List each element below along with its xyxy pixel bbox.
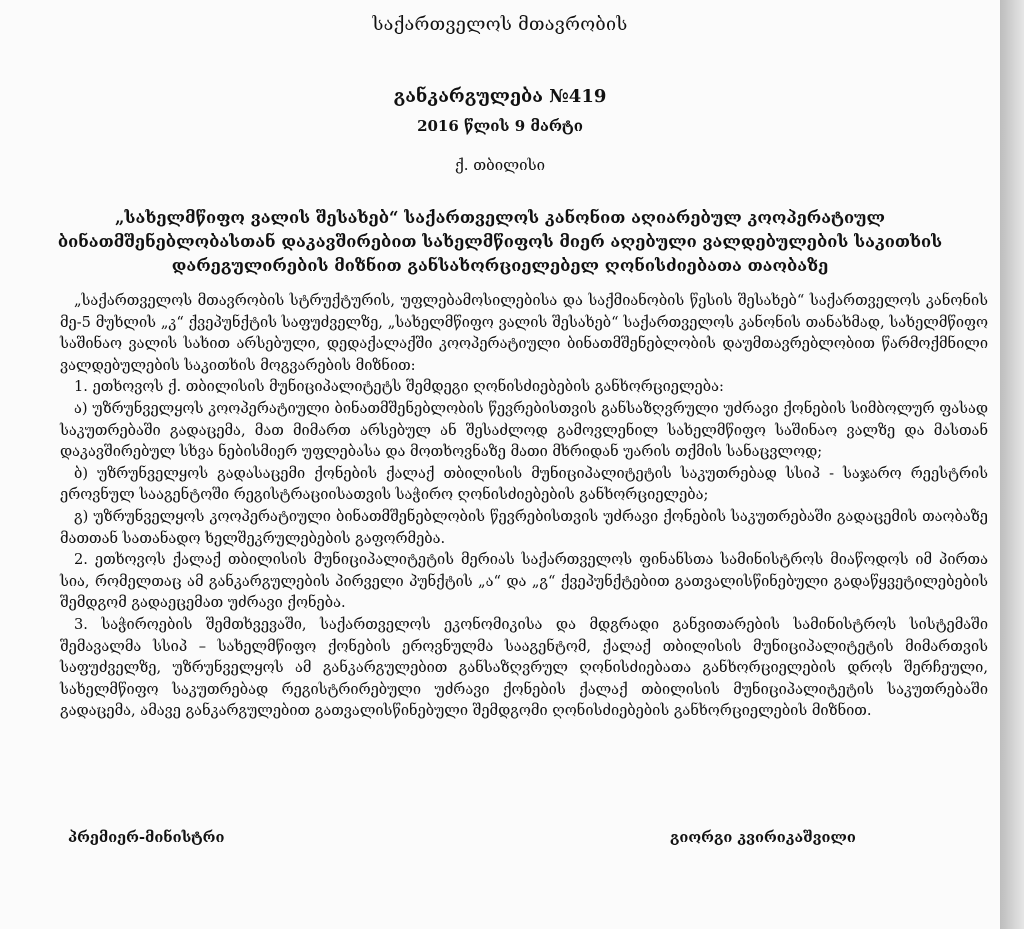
- order-date: 2016 წლის 9 მარტი: [417, 117, 583, 135]
- item-1b: ბ) უზრუნველყოს გადასაცემი ქონების ქალაქ თბილისის მუნიციპალიტეტის საკუთრებად სსიპ - საჯარო რეესტრის ეროვნულ სააგენტოში რეგისტრაციისათვის საჭირო ღონისძიებების განხორციელება;: [60, 464, 988, 504]
- document-title: „სახელმწიფო ვალის შესახებ“ საქართველოს კანონით აღიარებულ კოოპერატიულ ბინათმშენებლობასთან დაკავშირებით სახელმწიფოს მიერ აღებული ვალდებულების საკითხის დარეგულირების მიზნით განსახორციელებელ ღონისძიებათა თაობაზე: [57, 208, 943, 275]
- government-heading: საქართველოს მთავრობის: [372, 14, 628, 35]
- item-3: 3. საჭიროების შემთხვევაში, საქართველოს ეკონომიკისა და მდგრადი განვითარების სამინისტროს სისტემაში შემავალმა სსიპ – სახელმწიფო ქონების ეროვნულმა სააგენტომ, ქალაქ თბილისის მუნიციპალიტეტის მიმართვის საფუძველზე, უზრუნველყოს ამ განკარგულებით განსაზღვრულ ღონისძიებათა განხორციელების დროს შერჩეული, სახელმწიფო საკუთრებად რეგისტრირებული უძრავი ქონების ქალაქ თბილისის მუნიციპალიტეტის საკუთრებაში გადაცემა, ამავე განკარგულებით გათვალისწინებული შემდგომი ღონისძიებების განხორციელების მიზნით.: [60, 615, 988, 720]
- item-1a: ა) უზრუნველყოს კოოპერატიული ბინათმშენებლობის წევრებისთვის განსაზღვრული უძრავი ქონების სიმბოლურ ფასად საკუთრებაში გადაცემა, მათ მიმართ არსებულ ან შესაძლოდ გამოვლენილ სახელმწიფო საშინაო ვალზე და მასთან დაკავშირებულ სხვა ნებისმიერ უფლებასა და მოთხოვნაზე მათი მხრიდან უარის თქმის სანაცვლოდ;: [60, 399, 988, 461]
- preamble-paragraph: „საქართველოს მთავრობის სტრუქტურის, უფლებამოსილებისა და საქმიანობის წესის შესახებ“ საქართველოს კანონის მე-5 მუხლის „კ“ ქვეპუნქტის საფუძველზე, „სახელმწიფო ვალის შესახებ“ საქართველოს კანონის თანახმად, სახელმწიფო საშინაო ვალის სახით არსებული, დედაქალაქში კოოპერატიული ბინათმშენებლობის დაუმთავრებლობით წარმოქმნილი ვალდებულების საკითხის მოგვარების მიზნით:: [60, 292, 988, 374]
- signature-position: პრემიერ-მინისტრი: [68, 829, 225, 846]
- page-edge: [1000, 0, 1024, 929]
- item-1: 1. ეთხოვოს ქ. თბილისის მუნიციპალიტეტს შემდეგი ღონისძიებების განხორციელება:: [74, 378, 724, 396]
- order-number: განკარგულება №419: [393, 86, 607, 107]
- item-1c: გ) უზრუნველყოს კოოპერატიული ბინათმშენებლობის წევრებისთვის უძრავი ქონების საკუთრებაში გადაცემის თაობაზე მათთან სათანადო ხელშეკრულებების გაფორმება.: [60, 507, 988, 547]
- document-body: [60, 290, 988, 722]
- signature-name: გიორგი კვირიკაშვილი: [670, 829, 856, 846]
- item-2: 2. ეთხოვოს ქალაქ თბილისის მუნიციპალიტეტის მერიას საქართველოს ფინანსთა სამინისტროს მიაწოდოს იმ პირთა სია, რომელთაც ამ განკარგულების პირველი პუნქტის „ა“ და „გ“ ქვეპუნქტებით გათვალისწინებული გადაწყვეტილებების შემდგომ გადაეცემათ უძრავი ქონება.: [60, 551, 988, 612]
- order-city: ქ. თბილისი: [454, 156, 546, 174]
